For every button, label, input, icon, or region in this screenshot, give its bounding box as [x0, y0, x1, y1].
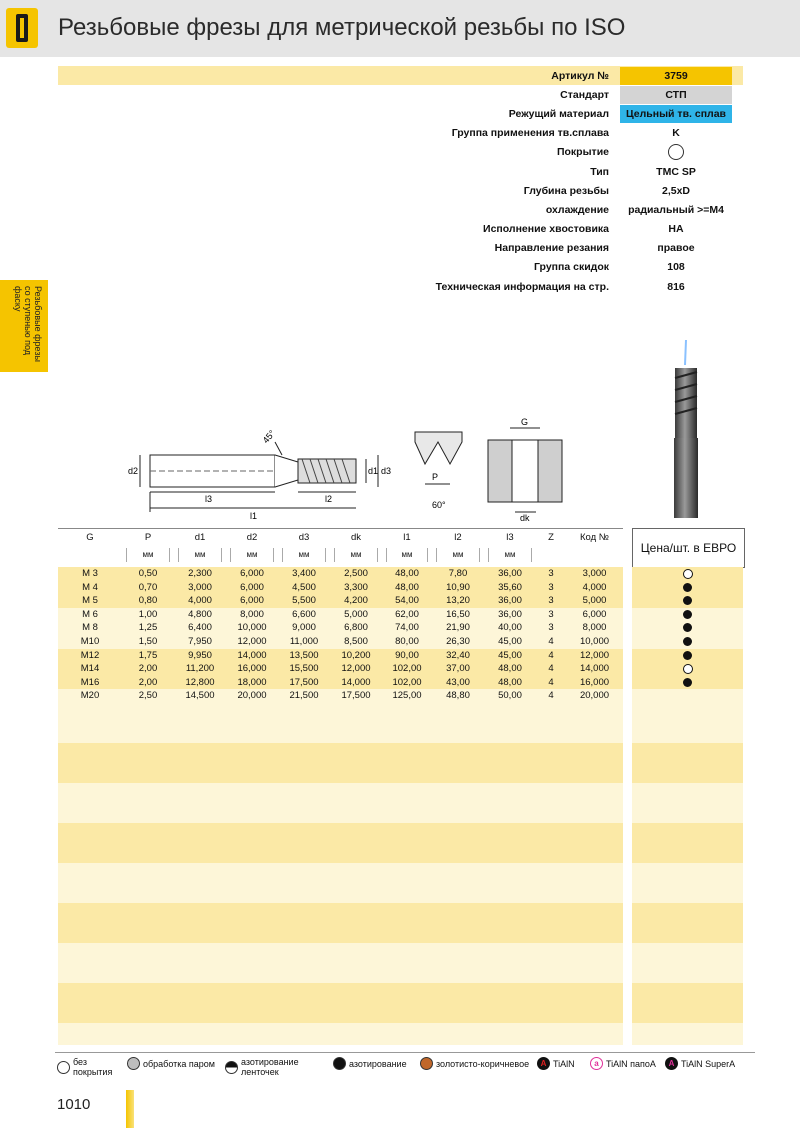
table-cell: M14 [80, 663, 100, 675]
legend-item [537, 1057, 575, 1070]
price-cell [632, 689, 743, 703]
legend-label: TiAlN SuperA [681, 1058, 736, 1069]
spec-label: Артикул № [551, 69, 609, 82]
table-cell: 14,000 [579, 663, 610, 675]
side-tab-label: Резьбовые фрезы со ступенью под фаску [13, 286, 43, 362]
spec-value: K [672, 127, 680, 140]
table-cell: 3 [548, 608, 554, 620]
unit-cell: мм [282, 548, 326, 562]
column-header: G [86, 532, 94, 543]
spec-label: Техническая информация на стр. [435, 280, 609, 293]
table-cell: 1,75 [138, 649, 158, 661]
column-header: dk [350, 532, 362, 543]
table-cell: 6,000 [240, 595, 264, 607]
dim-d3: d3 [381, 466, 392, 476]
spec-value: 2,5xD [661, 184, 691, 197]
dim-l1: l1 [250, 511, 258, 521]
empty-row-band [58, 743, 623, 783]
section-side-tab[interactable] [0, 280, 48, 372]
spec-label: Покрытие [556, 146, 609, 159]
table-cell: 90,00 [395, 649, 419, 661]
column-header: Z [548, 532, 554, 543]
availability-open-icon [683, 664, 693, 674]
tool-photo [655, 340, 715, 520]
empty-row-band [58, 863, 623, 903]
spec-label: Режущий материал [508, 107, 609, 120]
spec-label: Тип [590, 165, 609, 178]
table-row [58, 689, 623, 703]
dim-dk: dk [520, 513, 530, 522]
price-cell [632, 581, 743, 595]
table-cell: 17,500 [289, 676, 319, 688]
legend-item [420, 1057, 529, 1070]
spec-row [300, 124, 743, 143]
table-cell: 2,00 [138, 663, 158, 675]
column-header: l1 [403, 532, 411, 543]
table-cell: 45,00 [498, 649, 522, 661]
price-cell [632, 567, 743, 581]
table-cell: 3 [548, 622, 554, 634]
table-cell: 14,500 [185, 690, 215, 702]
spec-value: 3759 [620, 67, 732, 85]
spec-row [300, 258, 743, 277]
table-cell: 80,00 [395, 636, 419, 647]
table-cell: 18,000 [237, 676, 267, 688]
table-cell: 48,00 [395, 568, 419, 579]
spec-table [300, 66, 743, 296]
table-cell: 4 [548, 636, 554, 647]
empty-row-band [58, 823, 623, 863]
table-cell: 6,000 [582, 608, 607, 620]
table-cell: 10,200 [341, 649, 371, 661]
legend-label: TiAlN [553, 1058, 575, 1069]
spec-label: Группа применения тв.сплава [451, 127, 609, 140]
table-cell: 102,00 [392, 676, 422, 688]
table-cell: 48,00 [498, 663, 522, 675]
table-cell: 4,000 [188, 595, 212, 607]
spec-value: 816 [667, 280, 685, 293]
table-cell: 2,500 [344, 568, 368, 579]
table-cell: 6,800 [344, 622, 368, 634]
table-cell: M 8 [82, 622, 98, 634]
availability-filled-icon [683, 637, 692, 646]
table-cell: 0,70 [138, 581, 158, 593]
spec-row [300, 66, 743, 85]
price-cell [632, 635, 743, 649]
table-row [58, 608, 623, 622]
table-cell: 12,000 [341, 663, 371, 675]
table-cell: 40,00 [498, 622, 522, 634]
spec-label: охлаждение [545, 203, 609, 216]
table-row [58, 649, 623, 663]
table-cell: 1,25 [138, 622, 158, 634]
dim-angle-45: 45° [260, 428, 278, 446]
table-cell: 10,000 [237, 622, 267, 634]
legend-label: азотирование ленточек [241, 1057, 299, 1077]
cutter-side-view [140, 442, 378, 512]
circle-A-red-icon [537, 1057, 550, 1070]
price-band [632, 823, 743, 863]
table-cell: 16,000 [579, 676, 610, 688]
spec-value: правое [657, 242, 695, 255]
price-band [632, 783, 743, 823]
table-cell: 7,80 [448, 568, 468, 579]
price-band [632, 983, 743, 1023]
page-header [0, 0, 800, 57]
table-cell: M 4 [82, 581, 98, 593]
spec-value: HA [668, 223, 684, 236]
spec-row [300, 162, 743, 181]
table-cell: 6,000 [240, 568, 264, 579]
legend-item [333, 1057, 407, 1070]
spec-row [300, 85, 743, 104]
table-cell: 9,950 [188, 649, 212, 661]
legend-glyph: A [668, 1059, 675, 1068]
availability-filled-icon [683, 651, 692, 660]
table-cell: 8,000 [582, 622, 607, 634]
unit-cell: мм [488, 548, 532, 562]
table-cell: 5,000 [582, 595, 607, 607]
column-header: l3 [506, 532, 514, 543]
table-cell: 20,000 [579, 690, 610, 702]
empty-row-band [58, 903, 623, 943]
legend-label: без покрытия [73, 1057, 113, 1077]
table-cell: M12 [80, 649, 100, 661]
table-cell: 11,200 [185, 663, 215, 675]
unit-cell: мм [386, 548, 428, 562]
table-cell: 15,500 [289, 663, 319, 675]
spec-label: Исполнение хвостовика [483, 223, 609, 236]
table-cell: 3 [548, 581, 554, 593]
table-cell: 37,00 [446, 663, 470, 675]
legend-item [590, 1057, 656, 1070]
table-cell: 50,00 [498, 690, 522, 702]
table-cell: 4 [548, 663, 554, 675]
tool-drawing [110, 412, 570, 522]
legend-glyph: A [540, 1059, 547, 1068]
table-cell: 32,40 [446, 649, 470, 661]
table-cell: 26,30 [446, 636, 470, 647]
column-header: d2 [246, 532, 258, 543]
column-header: d3 [298, 532, 310, 543]
spec-value: TMC SP [656, 165, 696, 178]
table-row [58, 621, 623, 635]
spec-label: Направление резания [494, 242, 609, 255]
spec-value: 108 [667, 261, 685, 274]
table-cell: 10,90 [446, 581, 470, 593]
table-row [58, 676, 623, 690]
table-cell: 21,500 [289, 690, 319, 702]
availability-filled-icon [683, 610, 692, 619]
table-cell: 6,000 [240, 581, 264, 593]
table-cell: 2,50 [138, 690, 158, 702]
circle-a-pink-icon [590, 1057, 603, 1070]
table-cell: 36,00 [498, 595, 522, 607]
table-cell: 48,80 [446, 690, 470, 702]
spec-row [300, 104, 743, 123]
table-cell: 3,000 [582, 568, 607, 579]
table-cell: M20 [80, 690, 100, 702]
table-cell: 17,500 [341, 690, 371, 702]
table-cell: 6,400 [188, 622, 212, 634]
table-cell: 45,00 [498, 636, 522, 647]
table-cell: 3,400 [292, 568, 316, 579]
price-cell [632, 621, 743, 635]
unit-cell: мм [436, 548, 480, 562]
page-number: 1010 [57, 1096, 91, 1113]
spec-row [300, 143, 743, 162]
dim-g: G [521, 417, 529, 427]
spec-row [300, 277, 743, 296]
logo-icon [6, 8, 38, 48]
table-cell: 3,000 [188, 581, 212, 593]
circle-empty-icon [57, 1061, 70, 1074]
table-cell: 8,500 [344, 636, 368, 647]
table-cell: 16,50 [446, 608, 470, 620]
column-header: l2 [454, 532, 462, 543]
table-cell: 0,80 [138, 595, 158, 607]
spec-label: Стандарт [560, 88, 609, 101]
table-cell: 21,90 [446, 622, 470, 634]
table-cell: 4 [548, 676, 554, 688]
circle-A-magenta-icon [665, 1057, 678, 1070]
table-row [58, 662, 623, 676]
price-cell [632, 594, 743, 608]
price-cell [632, 676, 743, 690]
spec-row [300, 181, 743, 200]
table-cell: 4,500 [292, 581, 316, 593]
price-cell [632, 608, 743, 622]
table-cell: 20,000 [237, 690, 267, 702]
table-cell: 0,50 [138, 568, 158, 579]
empty-row-band [58, 703, 623, 743]
column-header: d1 [194, 532, 206, 543]
circle-grey-icon [127, 1057, 140, 1070]
circle-half-icon [225, 1061, 238, 1074]
availability-filled-icon [683, 596, 692, 605]
circle-brown-icon [420, 1057, 433, 1070]
table-row [58, 635, 623, 649]
table-cell: 62,00 [395, 608, 419, 620]
spec-label: Глубина резьбы [523, 184, 609, 197]
legend-item [57, 1057, 121, 1077]
price-band [632, 1023, 743, 1045]
table-cell: 13,500 [289, 649, 319, 661]
table-cell: 48,00 [498, 676, 522, 688]
legend-label: золотисто-коричневое [436, 1058, 530, 1069]
table-cell: 54,00 [395, 595, 419, 607]
spec-row [300, 239, 743, 258]
coating-legend [55, 1052, 755, 1077]
table-cell: 12,800 [185, 676, 215, 688]
spec-label: Группа скидок [534, 261, 609, 274]
table-cell: M 6 [82, 608, 98, 620]
legend-item [127, 1057, 215, 1070]
empty-row-band [58, 983, 623, 1023]
unit-cell: мм [178, 548, 222, 562]
table-cell: M 5 [82, 595, 98, 607]
empty-row-band [58, 783, 623, 823]
table-cell: 5,500 [292, 595, 316, 607]
table-cell: 36,00 [498, 608, 522, 620]
circle-black-icon [333, 1057, 346, 1070]
availability-open-icon [683, 569, 693, 579]
table-row [58, 594, 623, 608]
uncoated-circle-icon [668, 144, 684, 160]
dim-l3: l3 [205, 494, 213, 504]
price-band [632, 703, 743, 743]
empty-row-band [58, 943, 623, 983]
table-cell: 35,60 [498, 581, 522, 593]
table-cell: 14,000 [341, 676, 371, 688]
column-header: P [144, 532, 152, 543]
table-cell: 4 [548, 649, 554, 661]
table-cell: 16,000 [237, 663, 267, 675]
table-cell: 4,000 [582, 581, 607, 593]
table-cell: 74,00 [395, 622, 419, 634]
spec-value: СТП [620, 86, 732, 104]
table-row [58, 567, 623, 581]
availability-filled-icon [683, 678, 692, 687]
dim-pitch-p: P [432, 472, 439, 482]
price-band [632, 863, 743, 903]
dim-d1: d1 [368, 466, 379, 476]
unit-cell: мм [126, 548, 170, 562]
price-header: Цена/шт. в ЕВРО [632, 528, 745, 568]
table-cell: 11,000 [289, 636, 319, 647]
spec-row [300, 200, 743, 219]
dim-d2: d2 [128, 466, 139, 476]
table-cell: M10 [80, 636, 100, 647]
table-cell: 7,950 [188, 636, 212, 647]
table-cell: 43,00 [446, 676, 470, 688]
table-cell: 102,00 [392, 663, 422, 675]
table-row [58, 581, 623, 595]
table-cell: 12,000 [579, 649, 610, 661]
table-cell: 14,000 [237, 649, 267, 661]
table-cell: 1,50 [138, 636, 158, 647]
legend-glyph: a [594, 1059, 599, 1068]
table-cell: M 3 [82, 568, 98, 579]
table-cell: 2,300 [188, 568, 212, 579]
price-cell [632, 649, 743, 663]
page-title: Резьбовые фрезы для метрической резьбы по ISO [58, 14, 626, 41]
spec-value [620, 143, 732, 161]
price-band [632, 943, 743, 983]
table-cell: 3 [548, 568, 554, 579]
spec-value: радиальный >=M4 [628, 203, 724, 216]
table-cell: 12,000 [237, 636, 267, 647]
nut-section [488, 428, 562, 512]
availability-filled-icon [683, 623, 692, 632]
thread-profile [415, 432, 462, 464]
table-cell: 4,200 [344, 595, 368, 607]
table-cell: 125,00 [392, 690, 422, 702]
availability-filled-icon [683, 583, 692, 592]
unit-cell: мм [230, 548, 274, 562]
spec-row [300, 220, 743, 239]
table-cell: 36,00 [498, 568, 522, 579]
legend-item [225, 1057, 319, 1077]
dim-l2: l2 [325, 494, 333, 504]
price-band [632, 743, 743, 783]
table-cell: 48,00 [395, 581, 419, 593]
empty-row-band [58, 1023, 623, 1045]
table-cell: 4 [548, 690, 554, 702]
price-cell [632, 662, 743, 676]
table-cell: 5,000 [344, 608, 368, 620]
table-cell: 1,00 [138, 608, 158, 620]
table-cell: 8,000 [240, 608, 264, 620]
legend-label: обработка паром [143, 1058, 215, 1069]
table-cell: 9,000 [292, 622, 316, 634]
table-cell: 3 [548, 595, 554, 607]
spec-value: Цельный тв. сплав [620, 105, 732, 123]
table-cell: M16 [80, 676, 100, 688]
column-header: Код № [580, 532, 609, 543]
dim-angle-60: 60° [432, 500, 446, 510]
table-cell: 10,000 [579, 636, 610, 647]
unit-cell: мм [334, 548, 378, 562]
legend-label: TiAlN папоА [606, 1058, 656, 1069]
table-cell: 3,300 [344, 581, 368, 593]
table-cell: 6,600 [292, 608, 316, 620]
table-cell: 4,800 [188, 608, 212, 620]
table-cell: 2,00 [138, 676, 158, 688]
price-band [632, 903, 743, 943]
table-cell: 13,20 [446, 595, 470, 607]
legend-item [665, 1057, 735, 1070]
page-accent-bar [126, 1090, 134, 1128]
legend-label: азотирование [349, 1058, 407, 1069]
